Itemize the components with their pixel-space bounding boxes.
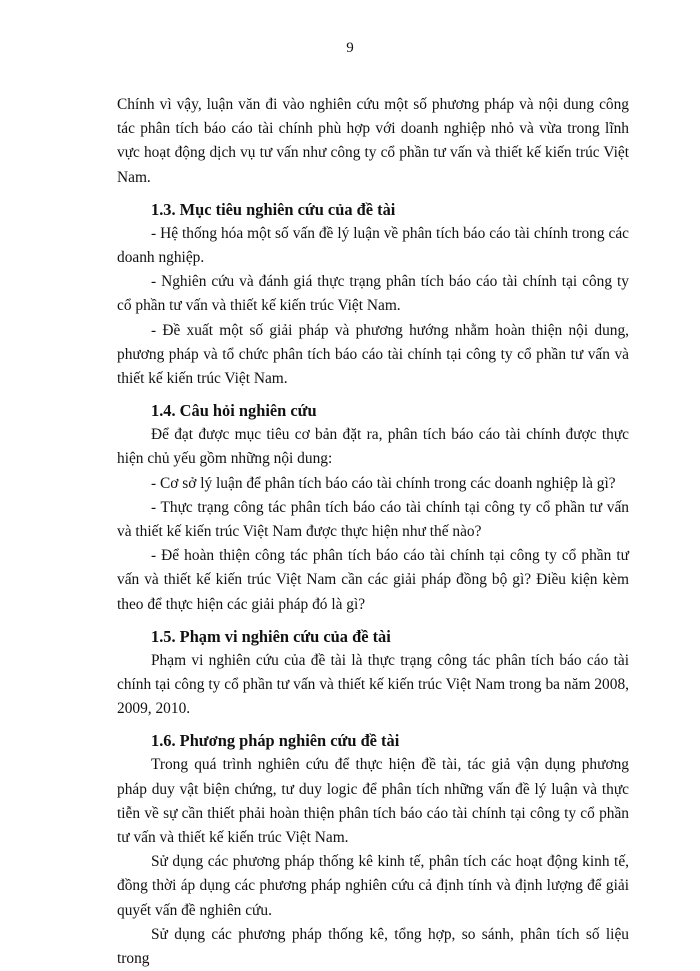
page-number: 9 [346,40,354,56]
section-1-6-paragraph: Trong quá trình nghiên cứu để thực hiện đề tài, tác giả vận dụng phương pháp duy vật biện chứng, tư duy logic để phân tích những vấn đề lý luận và thực tiễn về sự cần thiết phải hoàn thiện phân tích báo cáo tài chính tại công ty cổ phần tư vấn và thiết kế kiến trúc Việt Nam. [117,756,629,847]
section-1-6-paragraph: Sử dụng các phương pháp thống kê, tổng hợp, so sánh, phân tích số liệu trong [117,925,629,968]
section-1-3-paragraph: - Đề xuất một số giải pháp và phương hướng nhằm hoàn thiện nội dung, phương pháp và tổ chức phân tích báo cáo tài chính tại công ty cổ phần tư vấn và thiết kế kiến trúc Việt Nam. [117,321,629,388]
section-1-5-paragraph: Phạm vi nghiên cứu của đề tài là thực trạng công tác phân tích báo cáo tài chính tại công ty cổ phần tư vấn và thiết kế kiến trúc Việt Nam trong ba năm 2008, 2009, 2010. [117,651,629,718]
section-1-4-paragraph: - Để hoàn thiện công tác phân tích báo cáo tài chính tại công ty cổ phần tư vấn và thiết kế kiến trúc Việt Nam cần các giải pháp đồng bộ gì? Điều kiện kèm theo để thực hiện các giải pháp đó là gì? [117,547,629,613]
section-1-3-paragraph: - Hệ thống hóa một số vấn đề lý luận về phân tích báo cáo tài chính trong các doanh nghiệp. [117,224,629,267]
section-1-4-paragraph: Để đạt được mục tiêu cơ bản đặt ra, phân tích báo cáo tài chính được thực hiện chủ yếu gồm những nội dung: [117,426,629,468]
section-1-4-paragraph: - Cơ sở lý luận để phân tích báo cáo tài chính trong các doanh nghiệp là gì? [151,474,616,492]
page-content [117,93,629,971]
section-heading-1-6: 1.6. Phương pháp nghiên cứu đề tài [151,731,400,751]
section-1-4-paragraph: - Thực trạng công tác phân tích báo cáo tài chính tại công ty cổ phần tư vấn và thiết kế kiến trúc Việt Nam được thực hiện như thế nào? [117,498,629,541]
section-1-6-paragraph: Sử dụng các phương pháp thống kê kinh tế, phân tích các hoạt động kinh tế, đồng thời áp dụng các phương pháp nghiên cứu cả định tính và định lượng để giải quyết vấn đề nghiên cứu. [117,853,629,919]
section-1-3-paragraph: - Nghiên cứu và đánh giá thực trạng phân tích báo cáo tài chính tại công ty cổ phần tư vấn và thiết kế kiến trúc Việt Nam. [117,273,629,315]
section-heading-1-4: 1.4. Câu hỏi nghiên cứu [151,401,317,421]
section-heading-1-5: 1.5. Phạm vi nghiên cứu của đề tài [151,626,391,646]
section-heading-1-3: 1.3. Mục tiêu nghiên cứu của đề tài [151,199,396,219]
intro-paragraph: Chính vì vậy, luận văn đi vào nghiên cứu một số phương pháp và nội dung công tác phân tích báo cáo tài chính phù hợp với doanh nghiệp nhỏ và vừa trong lĩnh vực hoạt động dịch vụ tư vấn như công ty cổ phần tư vấn và thiết kế kiến trúc Việt Nam. [117,96,629,186]
